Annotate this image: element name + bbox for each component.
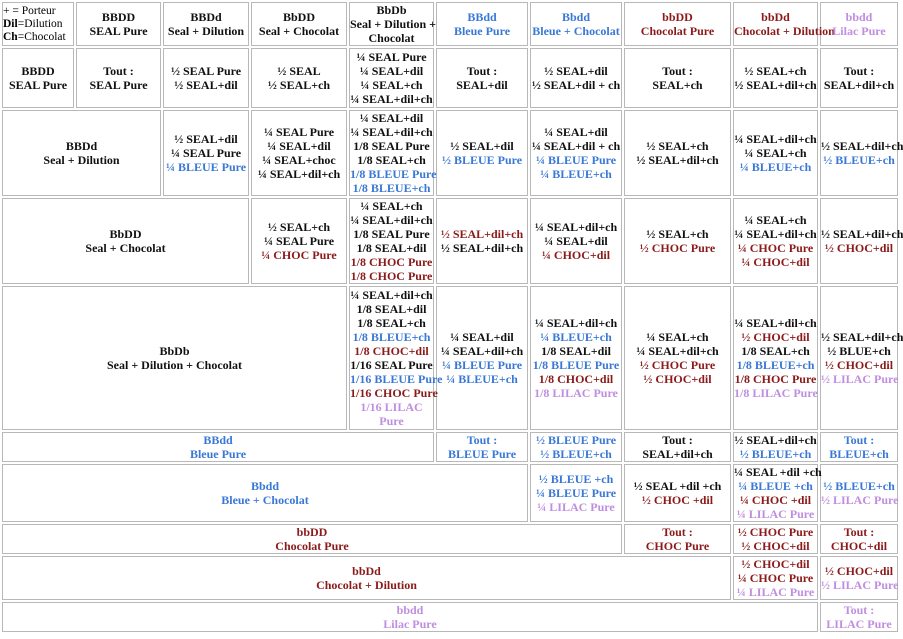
result-line: ½ SEAL+dil+ch bbox=[821, 139, 903, 153]
result-line: 1/8 CHOC+dil bbox=[354, 344, 429, 358]
cross-cell bbox=[733, 432, 818, 462]
header-lilac-pure: bbdd Lilac Pure bbox=[820, 2, 898, 46]
result-line: ¼ SEAL Pure bbox=[263, 234, 335, 248]
result-line: ¼ SEAL+dil+ch bbox=[440, 344, 524, 358]
result-line: ¼ SEAL+ch bbox=[744, 146, 807, 160]
legend-cell bbox=[2, 2, 74, 46]
result-line: ¼ SEAL Pure bbox=[263, 125, 335, 139]
result-line: ¼ SEAL+dil+ch bbox=[636, 344, 719, 358]
result-line: ½ CHOC +dil bbox=[641, 493, 714, 507]
result-line: ¼ CHOC+dil bbox=[541, 248, 611, 262]
result-line: 1/8 LILAC Pure bbox=[734, 386, 818, 400]
result-line: ½ SEAL+dil+ch bbox=[734, 433, 817, 447]
cross-cell bbox=[624, 198, 731, 284]
cross-cell bbox=[349, 198, 434, 284]
result-line: ¼ LILAC Pure bbox=[736, 507, 815, 521]
result-line: 1/8 BLEUE Pure bbox=[532, 358, 620, 372]
result-line: ¼ SEAL+dil+ch bbox=[734, 132, 817, 146]
header-bleue-chocolat: Bbdd Bleue + Chocolat bbox=[530, 2, 622, 46]
cross-cell bbox=[624, 48, 731, 108]
header-seal-dilution-chocolat: BbDb Seal + Dilution + Chocolat bbox=[350, 3, 437, 45]
result-line: BLEUE Pure bbox=[447, 447, 517, 461]
row-label-seal-dilution-chocolat: BbDb Seal + Dilution + Chocolat bbox=[2, 286, 347, 430]
result-line: ½ SEAL Pure bbox=[170, 64, 242, 78]
result-line: ½ CHOC Pure bbox=[639, 241, 716, 255]
result-line: ¼ SEAL+dil bbox=[544, 125, 608, 139]
cross-cell bbox=[820, 464, 898, 522]
result-line: ¼ SEAL+ch bbox=[360, 78, 423, 92]
result-line: ½ LILAC Pure bbox=[821, 493, 899, 507]
result-line: 1/8 SEAL Pure bbox=[353, 139, 430, 153]
result-line: 1/16 CHOC Pure bbox=[350, 386, 438, 400]
result-line: 1/8 LILAC Pure bbox=[534, 386, 618, 400]
cross-cell bbox=[530, 110, 622, 196]
result-line: ¼ BLEUE+ch bbox=[540, 167, 612, 181]
result-line: 1/16 LILAC bbox=[360, 400, 423, 414]
result-line: 1/8 CHOC+dil bbox=[538, 372, 614, 386]
result-line: ¼ LILAC Pure bbox=[736, 585, 815, 599]
cross-cell bbox=[733, 556, 818, 600]
legend-chocolat: Ch=Chocolat bbox=[3, 30, 66, 43]
cross-cell bbox=[251, 48, 347, 108]
cross-cell bbox=[820, 602, 898, 632]
result-line: ¼ SEAL Pure bbox=[356, 50, 427, 64]
row-label-seal-pure: BBDD SEAL Pure bbox=[2, 48, 74, 108]
result-line: ½ LILAC Pure bbox=[821, 372, 899, 386]
cross-cell bbox=[163, 110, 249, 196]
result-line: ¼ SEAL Pure bbox=[170, 146, 242, 160]
result-line: ½ SEAL+dil bbox=[544, 64, 608, 78]
result-line: ½ BLEUE+ch bbox=[540, 447, 612, 461]
row-seal-chocolat bbox=[2, 198, 898, 284]
legend-porteur: + = Porteur bbox=[3, 4, 56, 17]
cross-cell bbox=[624, 432, 731, 462]
result-line: ¼ SEAL +dil +ch bbox=[734, 465, 822, 479]
result-line: 1/8 SEAL+ch bbox=[357, 153, 426, 167]
header-seal-pure: BBDD SEAL Pure bbox=[76, 2, 161, 46]
result-line: ¼ SEAL+dil+ch bbox=[350, 213, 433, 227]
cross-cell bbox=[733, 110, 818, 196]
result-line: ½ BLEUE+ch bbox=[823, 479, 895, 493]
result-line: ¼ BLEUE+ch bbox=[446, 372, 518, 386]
result-line: ½ SEAL+dil+ch bbox=[636, 153, 719, 167]
row-bleue-pure bbox=[2, 432, 898, 462]
result-line: ¼ SEAL+dil + ch bbox=[531, 139, 621, 153]
result-line: ½ BLEUE +ch bbox=[538, 472, 614, 486]
result-line: ¼ BLEUE Pure bbox=[441, 358, 523, 372]
cross-cell bbox=[820, 198, 903, 284]
row-label-seal-chocolat: BbDD Seal + Chocolat bbox=[2, 198, 249, 284]
result-line: 1/16 BLEUE Pure bbox=[350, 372, 443, 386]
result-line: 1/8 BLEUE+ch bbox=[736, 358, 815, 372]
result-line: 1/8 BLEUE Pure bbox=[350, 167, 437, 181]
result-line: Tout : bbox=[843, 603, 875, 617]
cross-cell bbox=[820, 110, 903, 196]
result-line: ½ CHOC+dil bbox=[824, 358, 894, 372]
result-line: 1/8 BLEUE+ch bbox=[352, 330, 431, 344]
result-line: Tout : bbox=[662, 64, 693, 78]
result-line: ¼ SEAL+choc bbox=[262, 153, 336, 167]
result-line: Tout : bbox=[662, 525, 693, 539]
header-chocolat-pure: bbDD Chocolat Pure bbox=[624, 2, 731, 46]
result-line: SEAL+dil+ch bbox=[642, 447, 713, 461]
result-line: ¼ SEAL+dil bbox=[544, 234, 608, 248]
result-line: ¼ SEAL+dil+ch bbox=[734, 316, 817, 330]
result-line: ½ CHOC+dil bbox=[824, 564, 894, 578]
result-line: 1/8 SEAL+dil bbox=[356, 241, 427, 255]
result-line: 1/16 SEAL Pure bbox=[350, 358, 433, 372]
cross-cell bbox=[820, 432, 898, 462]
row-seal-dilution-chocolat bbox=[2, 286, 898, 430]
row-chocolat-pure bbox=[2, 524, 898, 554]
cross-cell bbox=[530, 48, 622, 108]
row-label-lilac-pure: bbdd Lilac Pure bbox=[2, 602, 818, 632]
result-line: ½ CHOC Pure bbox=[639, 358, 716, 372]
result-line: ¼ SEAL+dil bbox=[450, 330, 514, 344]
result-line: ½ SEAL+dil bbox=[174, 78, 238, 92]
result-line: SEAL+ch bbox=[652, 78, 703, 92]
result-line: ¼ CHOC Pure bbox=[261, 248, 337, 262]
result-line: ½ CHOC+dil bbox=[741, 557, 810, 571]
header-bleue-pure: BBdd Bleue Pure bbox=[436, 2, 528, 46]
cross-cell bbox=[436, 432, 528, 462]
result-line: CHOC+dil bbox=[830, 539, 888, 553]
result-line: 1/8 CHOC Pure bbox=[350, 269, 433, 283]
cross-cell bbox=[530, 286, 622, 430]
cross-cell bbox=[624, 464, 731, 522]
result-line: ½ SEAL+dil+ch bbox=[440, 227, 524, 241]
result-line: ½ CHOC+dil bbox=[741, 539, 810, 553]
result-line: 1/8 SEAL Pure bbox=[353, 227, 430, 241]
cross-cell bbox=[530, 198, 622, 284]
legend-dilution: Dil=Dilution bbox=[3, 17, 63, 30]
cross-cell bbox=[733, 286, 818, 430]
row-chocolat-dilution bbox=[2, 556, 898, 600]
result-line: Tout : bbox=[662, 433, 693, 447]
cross-cell bbox=[251, 198, 347, 284]
result-line: 1/8 CHOC Pure bbox=[734, 372, 817, 386]
result-line: Tout : bbox=[843, 525, 875, 539]
result-line: ½ BLEUE+ch bbox=[823, 153, 895, 167]
result-line: ¼ SEAL+dil+ch bbox=[350, 125, 433, 139]
result-line: Tout : bbox=[843, 433, 875, 447]
cross-cell bbox=[624, 524, 731, 554]
row-label-chocolat-pure: bbDD Chocolat Pure bbox=[2, 524, 622, 554]
result-line: CHOC Pure bbox=[645, 539, 710, 553]
cross-cell bbox=[349, 110, 437, 196]
cross-cell bbox=[820, 48, 898, 108]
result-line: ¼ BLEUE+ch bbox=[540, 330, 612, 344]
cross-cell bbox=[76, 48, 161, 108]
result-line: ¼ SEAL+ch bbox=[360, 199, 423, 213]
result-line: ¼ BLEUE Pure bbox=[165, 160, 247, 174]
result-line: ½ CHOC+dil bbox=[643, 372, 712, 386]
result-line: ½ LILAC Pure bbox=[821, 578, 899, 592]
cross-cell bbox=[436, 286, 528, 430]
header-seal-dilution: BBDd Seal + Dilution bbox=[163, 2, 249, 46]
cross-cell bbox=[530, 464, 622, 522]
result-line: Tout : bbox=[466, 64, 498, 78]
cross-cell bbox=[436, 110, 528, 196]
result-line: ¼ SEAL+dil+ch bbox=[350, 288, 433, 302]
result-line: ¼ SEAL+dil+ch bbox=[350, 92, 433, 106]
result-line: SEAL+dil bbox=[456, 78, 508, 92]
result-line: Tout : bbox=[843, 64, 875, 78]
result-line: BLEUE+ch bbox=[829, 447, 889, 461]
result-line: ½ SEAL+dil+ch bbox=[821, 330, 903, 344]
cross-cell bbox=[733, 464, 822, 522]
cross-cell bbox=[820, 524, 898, 554]
result-line: ½ SEAL+dil bbox=[174, 132, 238, 146]
result-line: ¼ SEAL+dil bbox=[359, 64, 424, 78]
result-line: ¼ CHOC Pure bbox=[737, 241, 814, 255]
result-line: ¼ SEAL+dil bbox=[267, 139, 331, 153]
result-line: ½ SEAL+dil+ch bbox=[821, 227, 903, 241]
cross-cell bbox=[733, 524, 818, 554]
result-line: ½ SEAL bbox=[277, 64, 321, 78]
result-line: 1/8 SEAL+ch bbox=[741, 344, 810, 358]
result-line: ½ SEAL+ch bbox=[267, 78, 331, 92]
result-line: ½ CHOC+dil bbox=[741, 330, 810, 344]
result-line: ¼ BLEUE Pure bbox=[535, 153, 617, 167]
result-line: ¼ CHOC+dil bbox=[741, 255, 810, 269]
result-line: 1/8 BLEUE+ch bbox=[352, 181, 431, 195]
result-line: LILAC Pure bbox=[826, 617, 892, 631]
header-chocolat-dilution: bbDd Chocolat + Dilution bbox=[733, 2, 818, 46]
result-line: 1/8 SEAL+dil bbox=[356, 302, 427, 316]
result-line: ½ SEAL+ch bbox=[267, 220, 331, 234]
result-line: ½ CHOC+dil bbox=[824, 241, 894, 255]
result-line: ¼ SEAL+dil+ch bbox=[534, 316, 618, 330]
result-line: Tout : bbox=[103, 64, 134, 78]
result-line: ¼ SEAL+dil+ch bbox=[534, 220, 618, 234]
row-bleue-chocolat bbox=[2, 464, 898, 522]
result-line: 1/8 CHOC Pure bbox=[350, 255, 433, 269]
result-line: ¼ SEAL+dil+ch bbox=[257, 167, 341, 181]
result-line: ¼ BLEUE +ch bbox=[738, 479, 813, 493]
result-line: ¼ SEAL+ch bbox=[646, 330, 709, 344]
cross-cell bbox=[251, 110, 347, 196]
cross-cell bbox=[733, 198, 818, 284]
cross-cell bbox=[530, 432, 622, 462]
cross-cell bbox=[349, 48, 434, 108]
result-line: ½ SEAL+dil bbox=[450, 139, 514, 153]
result-line: ½ SEAL+dil+ch bbox=[734, 78, 817, 92]
cross-cell bbox=[436, 198, 528, 284]
result-line: ¼ BLEUE Pure bbox=[535, 486, 617, 500]
row-seal-pure bbox=[2, 48, 898, 108]
result-line: ¼ CHOC Pure bbox=[737, 571, 814, 585]
row-label-bleue-pure: BBdd Bleue Pure bbox=[2, 432, 434, 462]
result-line: ¼ LILAC Pure bbox=[537, 500, 615, 514]
result-line: ¼ BLEUE+ch bbox=[739, 160, 812, 174]
cross-cell bbox=[733, 48, 818, 108]
result-line: ½ SEAL+ch bbox=[646, 227, 709, 241]
result-line: ½ BLEUE Pure bbox=[441, 153, 523, 167]
result-line: ¼ SEAL+ch bbox=[744, 213, 807, 227]
cross-cell bbox=[820, 556, 898, 600]
result-line: ½ CHOC Pure bbox=[737, 525, 814, 539]
result-line: ½ SEAL+ch bbox=[744, 64, 807, 78]
result-line: ½ BLEUE+ch bbox=[739, 447, 812, 461]
cross-cell bbox=[163, 48, 249, 108]
result-line: ½ SEAL+dil+ch bbox=[440, 241, 524, 255]
row-seal-dilution bbox=[2, 110, 898, 196]
cross-cell bbox=[349, 286, 443, 430]
cross-cell bbox=[436, 48, 528, 108]
row-lilac-pure bbox=[2, 602, 898, 632]
header-seal-chocolat: BbDD Seal + Chocolat bbox=[251, 2, 347, 46]
result-line: ½ SEAL+dil + ch bbox=[531, 78, 621, 92]
result-line: SEAL+dil+ch bbox=[823, 78, 895, 92]
result-line: Tout : bbox=[466, 433, 498, 447]
cross-cell bbox=[624, 110, 731, 196]
result-line: 1/8 SEAL+dil bbox=[541, 344, 611, 358]
result-line: 1/8 SEAL+ch bbox=[357, 316, 426, 330]
cross-cell bbox=[624, 286, 731, 430]
result-line: ¼ SEAL+dil bbox=[359, 111, 424, 125]
result-line: SEAL Pure bbox=[89, 78, 148, 92]
result-line: Pure bbox=[379, 414, 404, 428]
result-line: ¼ SEAL+dil+ch bbox=[734, 227, 817, 241]
result-line: ½ SEAL+ch bbox=[646, 139, 709, 153]
row-label-chocolat-dilution: bbDd Chocolat + Dilution bbox=[2, 556, 731, 600]
result-line: ¼ CHOC +dil bbox=[739, 493, 812, 507]
header-row bbox=[2, 2, 898, 46]
result-line: ½ BLUE+ch bbox=[827, 344, 891, 358]
result-line: ½ BLEUE Pure bbox=[535, 433, 617, 447]
cross-cell bbox=[820, 286, 903, 430]
result-line: ½ SEAL +dil +ch bbox=[633, 479, 722, 493]
row-label-bleue-chocolat: Bbdd Bleue + Chocolat bbox=[2, 464, 528, 522]
row-label-seal-dilution: BBDd Seal + Dilution bbox=[2, 110, 161, 196]
